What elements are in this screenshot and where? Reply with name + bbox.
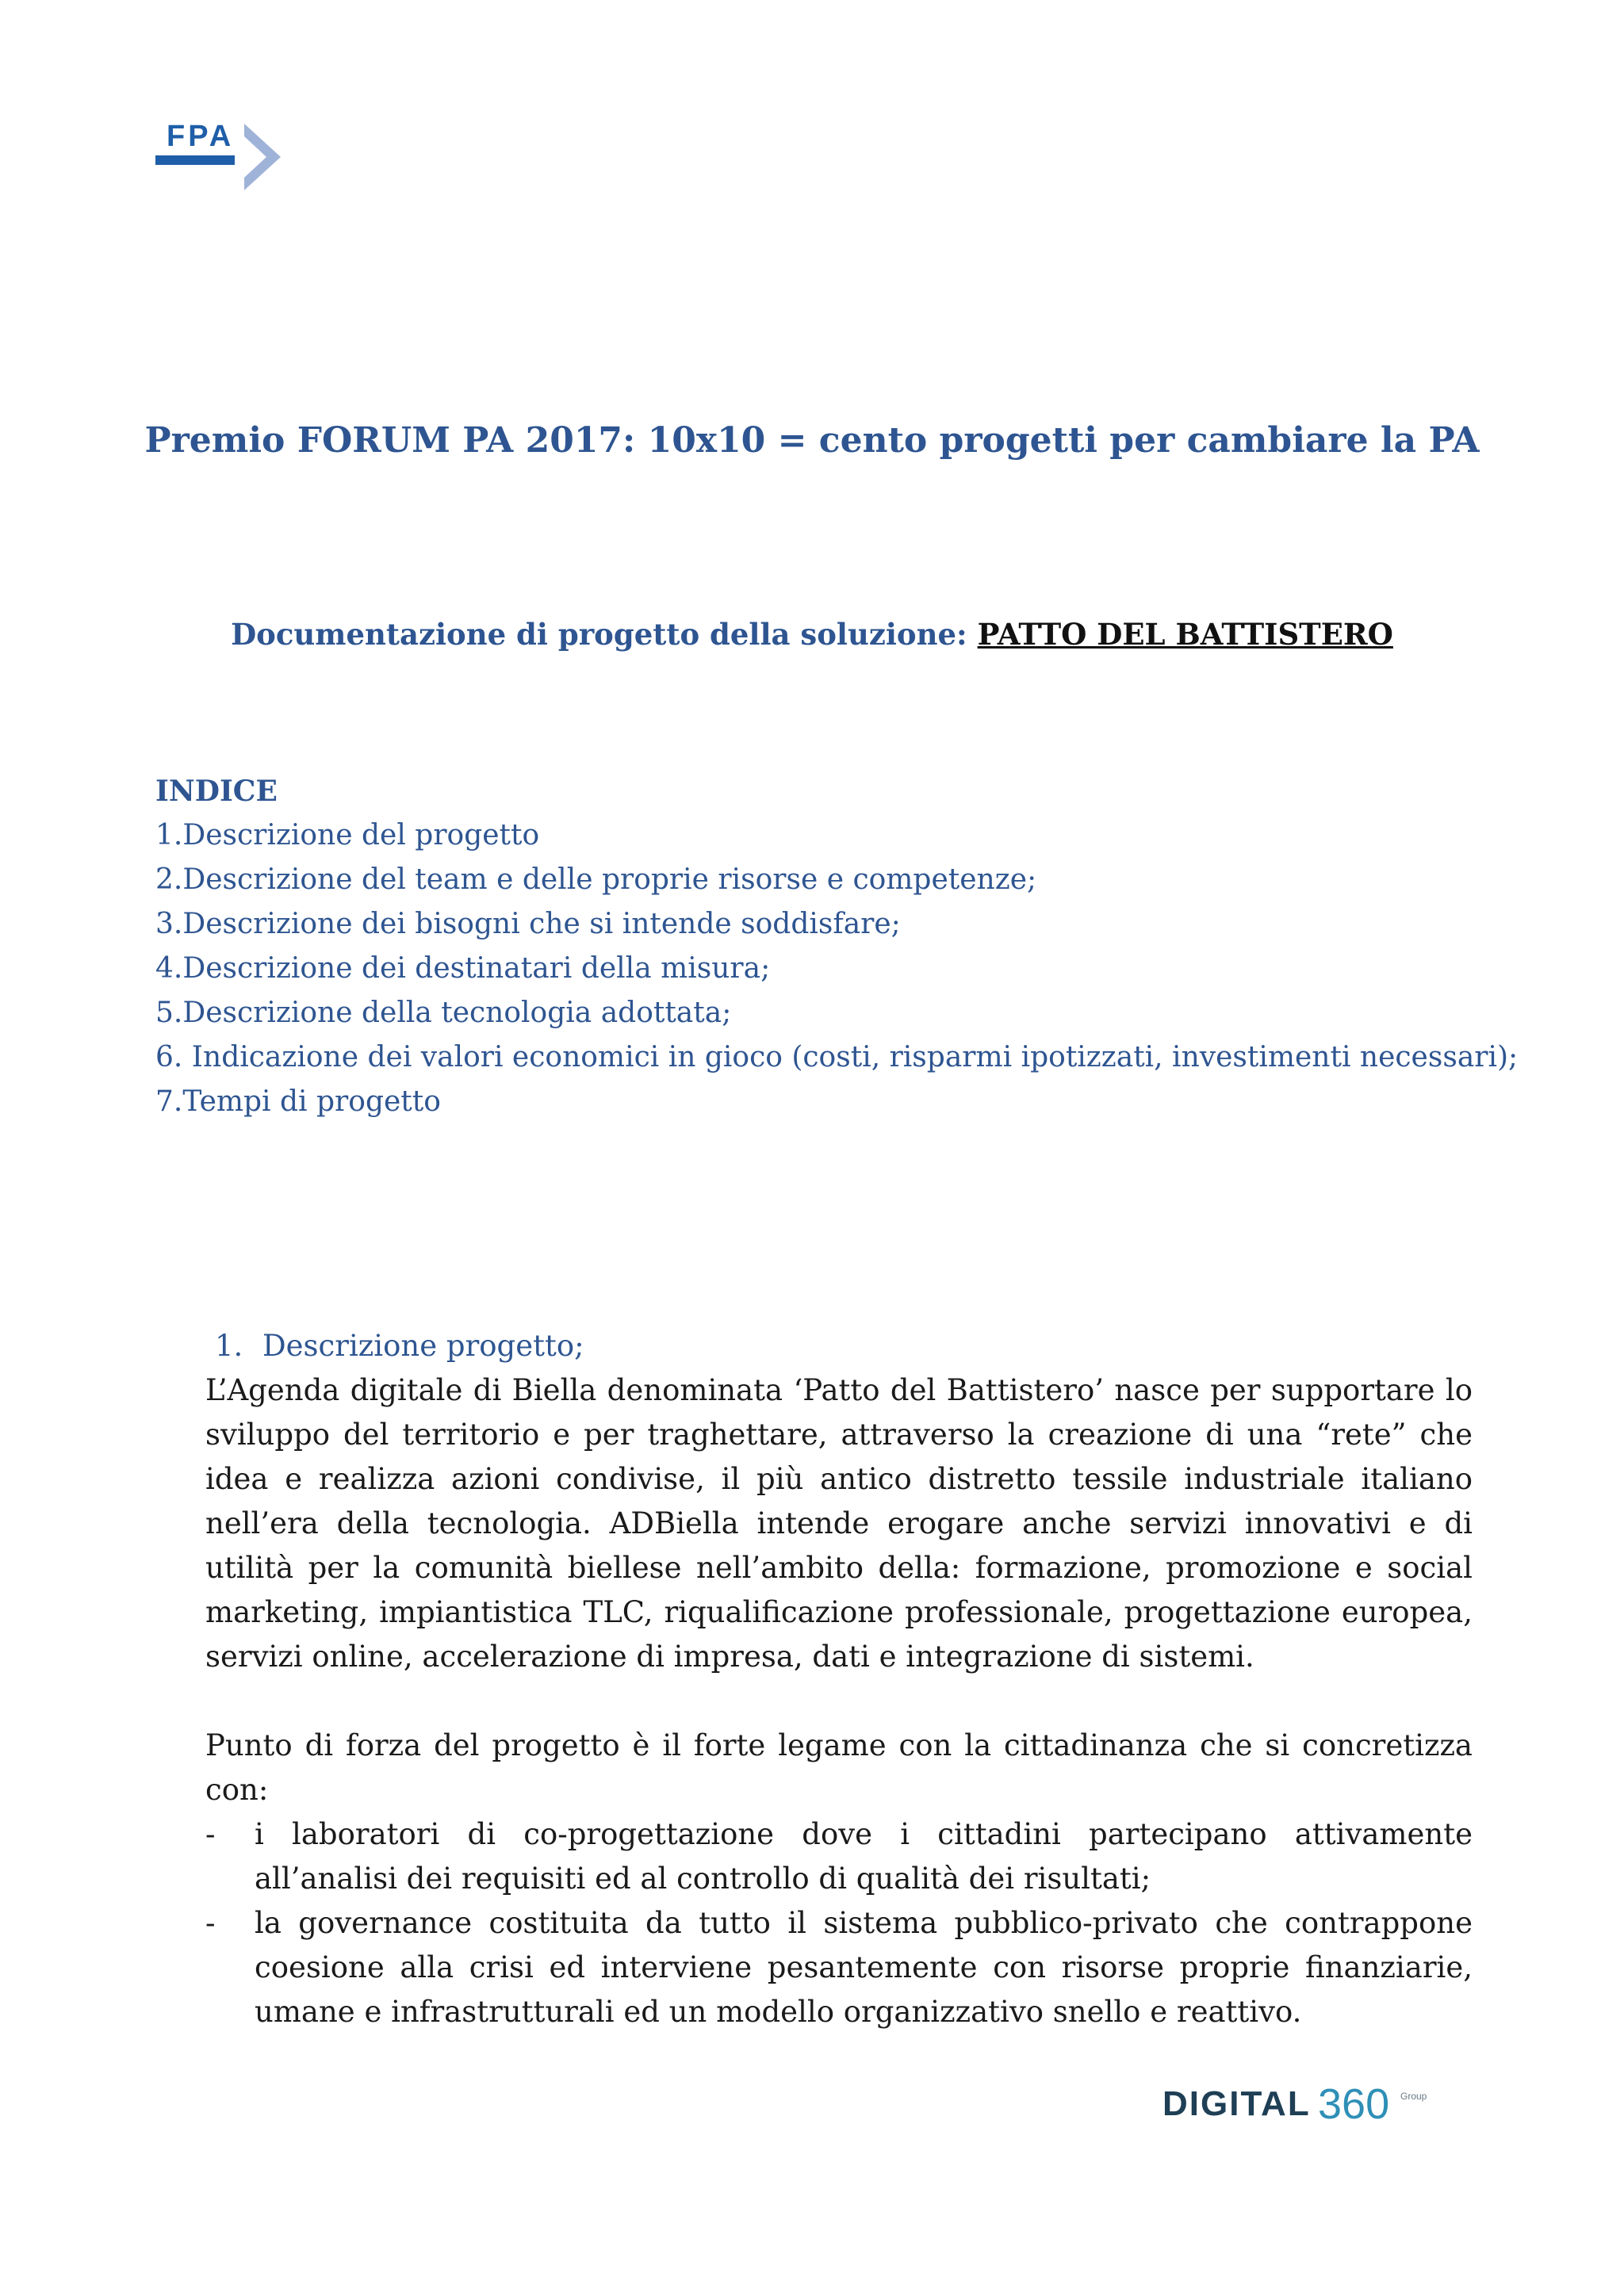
bullet-dash: - (205, 1817, 216, 1851)
bullet-dash: - (205, 1906, 216, 1940)
fpa-logo (155, 117, 289, 200)
index-item: 4.Descrizione dei destinatari della misura; (155, 952, 771, 985)
index-heading: INDICE (155, 775, 278, 808)
digital360-logo (1162, 2076, 1448, 2131)
paragraph-gap (205, 1679, 1473, 1724)
paragraph-2: Punto di forza del progetto è il forte legame con la cittadinanza che si concretizza con: (205, 1728, 1473, 1807)
digital360-logo-number: 360 (1318, 2080, 1390, 2128)
fpa-logo-arrow (244, 124, 281, 190)
section-1-title (215, 1324, 1473, 1368)
list-item-text: i laboratori di co-progettazione dove i cittadini partecipano attivamente all’analisi dei requisiti ed al controllo di qualità dei risultati; (255, 1817, 1473, 1896)
index-item: 6. Indicazione dei valori economici in gioco (costi, risparmi ipotizzati, investimenti necessari); (155, 1041, 1519, 1073)
fpa-logo-bar (155, 155, 235, 165)
digital360-logo-group: Group (1400, 2091, 1427, 2102)
table-of-contents (155, 769, 1518, 1124)
index-item: 5.Descrizione della tecnologia adottata; (155, 997, 732, 1029)
page-title: Premio FORUM PA 2017: 10x10 = cento progetti per cambiare la PA (144, 420, 1480, 461)
index-item: 3.Descrizione dei bisogni che si intende soddisfare; (155, 908, 901, 940)
project-name: PATTO DEL BATTISTERO (977, 617, 1393, 652)
bullet-list (205, 1812, 1473, 2034)
index-item: 2.Descrizione del team e delle proprie risorse e competenze; (155, 863, 1037, 896)
fpa-logo-text: FPA (167, 120, 235, 153)
list-item (205, 1901, 1473, 2034)
paragraph-1: L’Agenda digitale di Biella denominata ‘Patto del Battistero’ nasce per supportare lo sviluppo del territorio e per traghettare, attraverso la creazione di una “rete” che idea e realizza azioni condivise, il più antico distretto tessile industriale italiano nell’era della tecnologia. ADBiella intende erogare anche servizi innovativi e di utilità per la comunità biellese nell’ambito della: formazione, promozione e social marketing, impiantistica TLC, riqualificazione professionale, progettazione europea, servizi online, accelerazione di impresa, dati e integrazione di sistemi. (205, 1373, 1473, 1674)
digital360-logo-main: DIGITAL (1162, 2084, 1311, 2123)
index-item: 7.Tempi di progetto (155, 1085, 441, 1118)
section-title-text: Descrizione progetto; (262, 1329, 584, 1363)
index-item: 1.Descrizione del progetto (155, 819, 540, 851)
subtitle-prefix: Documentazione di progetto della soluzione: (231, 617, 978, 652)
section-1 (205, 1324, 1473, 2034)
list-item (205, 1812, 1473, 1901)
section-number: 1. (215, 1329, 243, 1363)
document-subtitle (0, 617, 1624, 652)
list-item-text: la governance costituita da tutto il sistema pubblico-privato che contrappone coesione alla crisi ed interviene pesantemente con risorse proprie finanziarie, umane e infrastrutturali ed un modello organizzativo snello e reattivo. (255, 1906, 1473, 2029)
